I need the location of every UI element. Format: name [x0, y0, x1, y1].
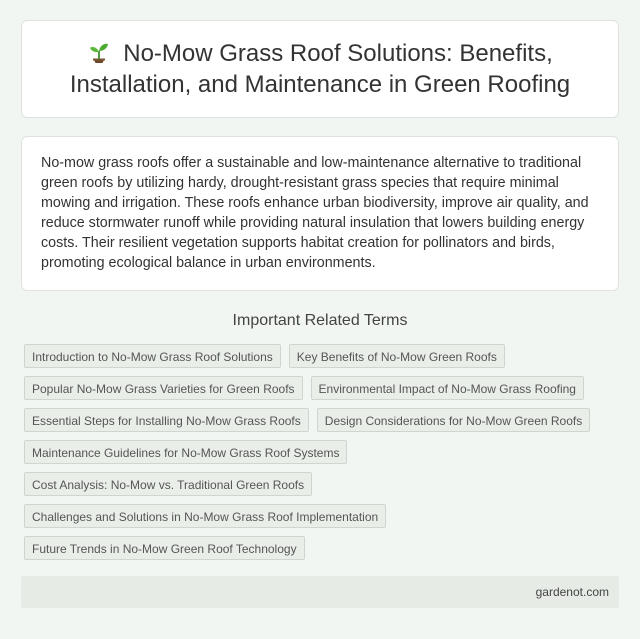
term-tag[interactable]: Cost Analysis: No-Mow vs. Traditional Green Roofs	[24, 472, 312, 496]
term-tag[interactable]: Design Considerations for No-Mow Green Roofs	[317, 408, 590, 432]
term-row	[24, 536, 624, 568]
term-row	[24, 408, 624, 440]
sprout-icon	[87, 40, 111, 64]
term-tag[interactable]: Popular No-Mow Grass Varieties for Green Roofs	[24, 376, 303, 400]
page-title-text: No-Mow Grass Roof Solutions: Benefits, Installation, and Maintenance in Green Roofing	[69, 40, 571, 98]
term-tag[interactable]: Future Trends in No-Mow Green Roof Technology	[24, 536, 305, 560]
term-tag[interactable]: Environmental Impact of No-Mow Grass Roofing	[311, 376, 584, 400]
term-tag[interactable]: Introduction to No-Mow Grass Roof Solutions	[24, 344, 281, 368]
term-tag[interactable]: Challenges and Solutions in No-Mow Grass Roof Implementation	[24, 504, 386, 528]
term-row	[24, 344, 624, 376]
title-card	[21, 20, 619, 118]
term-tag[interactable]: Essential Steps for Installing No-Mow Grass Roofs	[24, 408, 309, 432]
description-card	[21, 136, 619, 291]
term-row	[24, 504, 624, 536]
site-link[interactable]: gardenot.com	[535, 585, 609, 599]
term-row	[24, 376, 624, 408]
term-tag[interactable]: Maintenance Guidelines for No-Mow Grass Roof Systems	[24, 440, 347, 464]
related-terms-list	[24, 344, 624, 568]
related-terms-heading: Important Related Terms	[232, 312, 408, 329]
footer	[21, 576, 619, 608]
term-row	[24, 472, 624, 504]
description-text: No-mow grass roofs offer a sustainable and low-maintenance alternative to traditional green roofs by utilizing hardy, drought-resistant grass species that require minimal mowing and irrigation. These roofs enhance urban biodiversity, improve air quality, and reduce stormwater runoff while providing natural insulation that lowers building energy costs. Their resilient vegetation supports habitat creation for pollinators and birds, promoting ecological balance in urban environments.	[41, 155, 589, 271]
page-title	[40, 38, 600, 100]
term-tag[interactable]: Key Benefits of No-Mow Green Roofs	[289, 344, 505, 368]
term-row	[24, 440, 624, 472]
